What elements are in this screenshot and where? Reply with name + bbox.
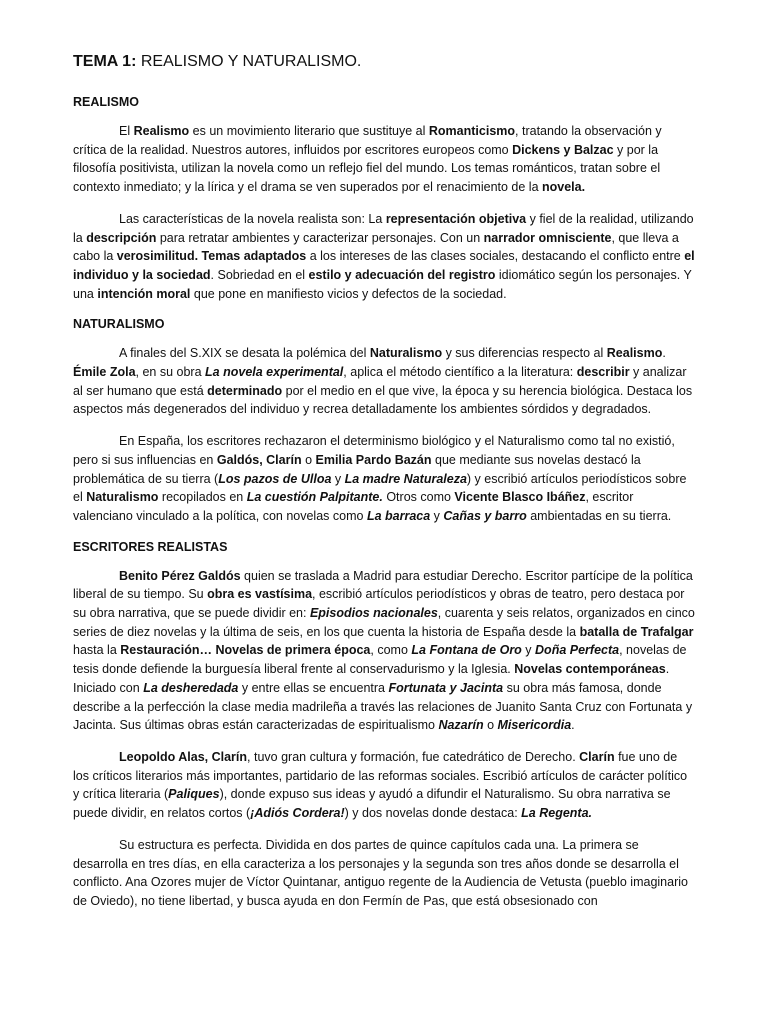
bold-term: describir bbox=[576, 365, 630, 380]
bold-term: Naturalismo bbox=[369, 346, 443, 361]
heading-escritores-realistas: ESCRITORES REALISTAS bbox=[73, 539, 228, 554]
text-run: . Sobriedad en el bbox=[210, 267, 309, 282]
text-run: es un movimiento literario que sustituye al bbox=[189, 124, 429, 138]
text-run: . Iniciado con bbox=[73, 662, 670, 695]
text-run: Su estructura es perfecta. Dividida en dos partes de quince capítulos cada una. La primera se desarrolla en tres días, en ella caracteriza a los personajes y la segunda son tres años donde se desarrolla el conflicto. Ana Ozores mujer de Víctor Quintanar, antiguo regente de la Audiencia de Vetusta (pueblo imaginario de Oviedo), no tiene libertad, y busca ayuda en don Fermín de Pas, que está obsesionado con bbox=[73, 837, 688, 908]
text-run: hasta la bbox=[73, 643, 121, 658]
title-text: REALISMO Y NATURALISMO. bbox=[140, 53, 362, 70]
paragraph-la-regenta bbox=[73, 836, 696, 911]
text-run: , que lleva a cabo la bbox=[73, 230, 679, 264]
text-run: ) y escribió artículos periodísticos sobre el bbox=[73, 471, 687, 505]
text-run: o bbox=[483, 718, 498, 733]
heading-realismo: REALISMO bbox=[73, 95, 139, 109]
text-run: , tratando la observación y crítica de la realidad. Nuestros autores, influidos por escritores europeos como bbox=[73, 124, 662, 157]
bold-term: Temas adaptados bbox=[201, 249, 307, 264]
text-run: , escritor valenciano vinculado a la política, con novelas como bbox=[73, 490, 634, 523]
bold-term: Galdós, Clarín bbox=[216, 452, 302, 467]
bold-term: Restauración… bbox=[120, 643, 212, 658]
work-title: Paliques bbox=[168, 787, 220, 802]
paragraph-galdos bbox=[73, 567, 696, 735]
bold-term: Novelas de primera época bbox=[215, 643, 371, 658]
text-run: para retratar ambientes y caracterizar personajes. Con un bbox=[156, 230, 484, 245]
work-title: ¡Adiós Cordera! bbox=[250, 806, 345, 821]
text-run: . bbox=[662, 346, 666, 361]
paragraph-realismo-2 bbox=[73, 210, 696, 304]
bold-term: Romanticismo bbox=[428, 124, 516, 138]
paragraph-realismo-1 bbox=[73, 122, 696, 197]
bold-term: Dickens y Balzac bbox=[512, 142, 614, 157]
work-title: Fortunata y Jacinta bbox=[388, 680, 504, 695]
text-run: A finales del S.XIX se desata la polémica del bbox=[119, 346, 370, 361]
text-run: , escribió artículos periodísticos y obras de teatro, pero destaca por su obra narrativa, que se puede dividir en: bbox=[73, 587, 685, 621]
text-run: En España, los escritores rechazaron el determinismo biológico y el Naturalismo como tal no existió, pero si sus influencias en bbox=[73, 434, 675, 467]
work-title: La novela experimental bbox=[205, 365, 344, 380]
text-run: que mediante sus novelas destacó la problemática de su tierra ( bbox=[73, 452, 641, 486]
text-run: Las características de la novela realista son: La bbox=[119, 211, 386, 226]
text-run: , aplica el método científico a la literatura: bbox=[343, 365, 577, 380]
bold-term: Novelas contemporáneas bbox=[514, 662, 666, 677]
work-title: Doña Perfecta bbox=[535, 643, 620, 658]
work-title: La cuestión Palpitante. bbox=[246, 490, 383, 505]
bold-term: representación objetiva bbox=[385, 211, 527, 226]
heading-naturalismo: NATURALISMO bbox=[73, 317, 165, 332]
work-title: La madre Naturaleza bbox=[344, 471, 467, 486]
text-run: a los intereses de las clases sociales, destacando el conflicto entre bbox=[306, 249, 685, 264]
work-title: La Fontana de Oro bbox=[411, 643, 522, 658]
text-run: quien se traslada a Madrid para estudiar Derecho. Escritor partícipe de la política liberal de su tiempo. Su bbox=[73, 568, 693, 602]
bold-term: Émile Zola bbox=[73, 365, 136, 380]
text-run: y analizar al ser humano que está bbox=[73, 365, 687, 398]
text-run: Otros como bbox=[382, 490, 455, 505]
work-title: La barraca bbox=[366, 508, 431, 523]
work-title: Los pazos de Ulloa bbox=[218, 471, 332, 486]
bold-term: Realismo bbox=[606, 346, 663, 361]
text-run: , tuvo gran cultura y formación, fue catedrático de Derecho. bbox=[247, 749, 580, 764]
text-run: ), donde expuso sus ideas y ayudó a difundir el Naturalismo. Su obra narrativa se puede dividir, en relatos cortos ( bbox=[73, 787, 671, 821]
text-run: , novelas de tesis donde defiende la burguesía liberal frente al conservadurismo y la Iglesia. bbox=[73, 643, 687, 677]
text-run: ambientadas en su tierra. bbox=[526, 508, 672, 523]
text-run: idiomático según los personajes. Y una bbox=[73, 267, 692, 301]
text-run: recopilados en bbox=[158, 490, 247, 505]
text-run: y bbox=[521, 643, 536, 658]
text-run: su obra más famosa, donde describe a la perfección la clase media madrileña a través las relaciones de Juanito Santa Cruz con Fortunata y Jacinta. Sus últimas obras están caracterizadas de espiritualismo bbox=[73, 680, 693, 733]
work-title: Nazarín bbox=[438, 718, 484, 733]
work-title: Episodios nacionales bbox=[309, 606, 438, 621]
text-run: que pone en manifiesto vicios y defectos de la sociedad. bbox=[190, 286, 507, 301]
bold-term: determinado bbox=[207, 383, 283, 398]
text-run: , como bbox=[370, 643, 412, 658]
text-run: y sus diferencias respecto al bbox=[442, 346, 607, 361]
title-label: TEMA 1: bbox=[73, 53, 137, 70]
bold-term: estilo y adecuación del registro bbox=[308, 267, 496, 282]
bold-term: intención moral bbox=[97, 286, 191, 301]
text-run: o bbox=[301, 452, 316, 467]
text-run: fue uno de los críticos literarios más importantes, partidario de las reformas sociales. Escribió artículos de carácter político y crítica literaria ( bbox=[73, 749, 688, 802]
bold-term: batalla de Trafalgar bbox=[579, 624, 694, 639]
text-run: por el medio en el que vive, la época y su herencia biológica. Destaca los aspectos más degenerados del individuo y recrea detalladamente los ambientes sórdidos y degradados. bbox=[73, 383, 693, 417]
work-title: Misericordia bbox=[497, 718, 572, 733]
text-run: , cuarenta y seis relatos, organizados en cinco series de diez novelas y la última de seis, en los que cuenta la historia de España desde la bbox=[73, 606, 695, 639]
paragraph-naturalismo-1 bbox=[73, 344, 696, 419]
text-run: y bbox=[430, 508, 444, 523]
text-run: , en su obra bbox=[135, 365, 206, 380]
work-title: La Regenta. bbox=[521, 806, 593, 821]
text-run: ) y dos novelas donde destaca: bbox=[344, 806, 522, 821]
bold-term: Leopoldo Alas, Clarín bbox=[119, 749, 248, 764]
work-title: La desheredada bbox=[143, 680, 239, 695]
work-title: Cañas y barro bbox=[443, 508, 527, 523]
bold-term: Benito Pérez Galdós bbox=[119, 568, 241, 583]
text-run: El bbox=[119, 124, 134, 138]
bold-term: verosimilitud. bbox=[116, 249, 199, 264]
bold-term: novela. bbox=[542, 180, 586, 195]
bold-term: narrador omnisciente bbox=[483, 230, 612, 245]
page-title bbox=[73, 52, 696, 72]
bold-term: Clarín bbox=[579, 749, 615, 764]
bold-term: Vicente Blasco Ibáñez bbox=[454, 490, 586, 505]
paragraph-clarin bbox=[73, 748, 696, 823]
paragraph-naturalismo-2 bbox=[73, 432, 696, 526]
bold-term: Emilia Pardo Bazán bbox=[315, 452, 432, 467]
text-run: y fiel de la realidad, utilizando la bbox=[73, 211, 694, 245]
bold-term: Realismo bbox=[133, 124, 190, 138]
text-run: y entre ellas se encuentra bbox=[238, 680, 389, 695]
bold-term: obra es vastísima bbox=[207, 587, 313, 602]
bold-term: el individuo y la sociedad bbox=[73, 249, 695, 282]
text-run: . bbox=[571, 718, 575, 733]
bold-term: descripción bbox=[86, 230, 157, 245]
bold-term: Naturalismo bbox=[86, 490, 159, 505]
text-run: y bbox=[331, 471, 345, 486]
text-run: y por la filosofía positivista, utilizan la novela como un reflejo fiel del mundo. Los temas románticos, tratan sobre el contexto inmediato; y la lírica y el drama se ven superados por el renacimiento de la bbox=[73, 142, 661, 195]
